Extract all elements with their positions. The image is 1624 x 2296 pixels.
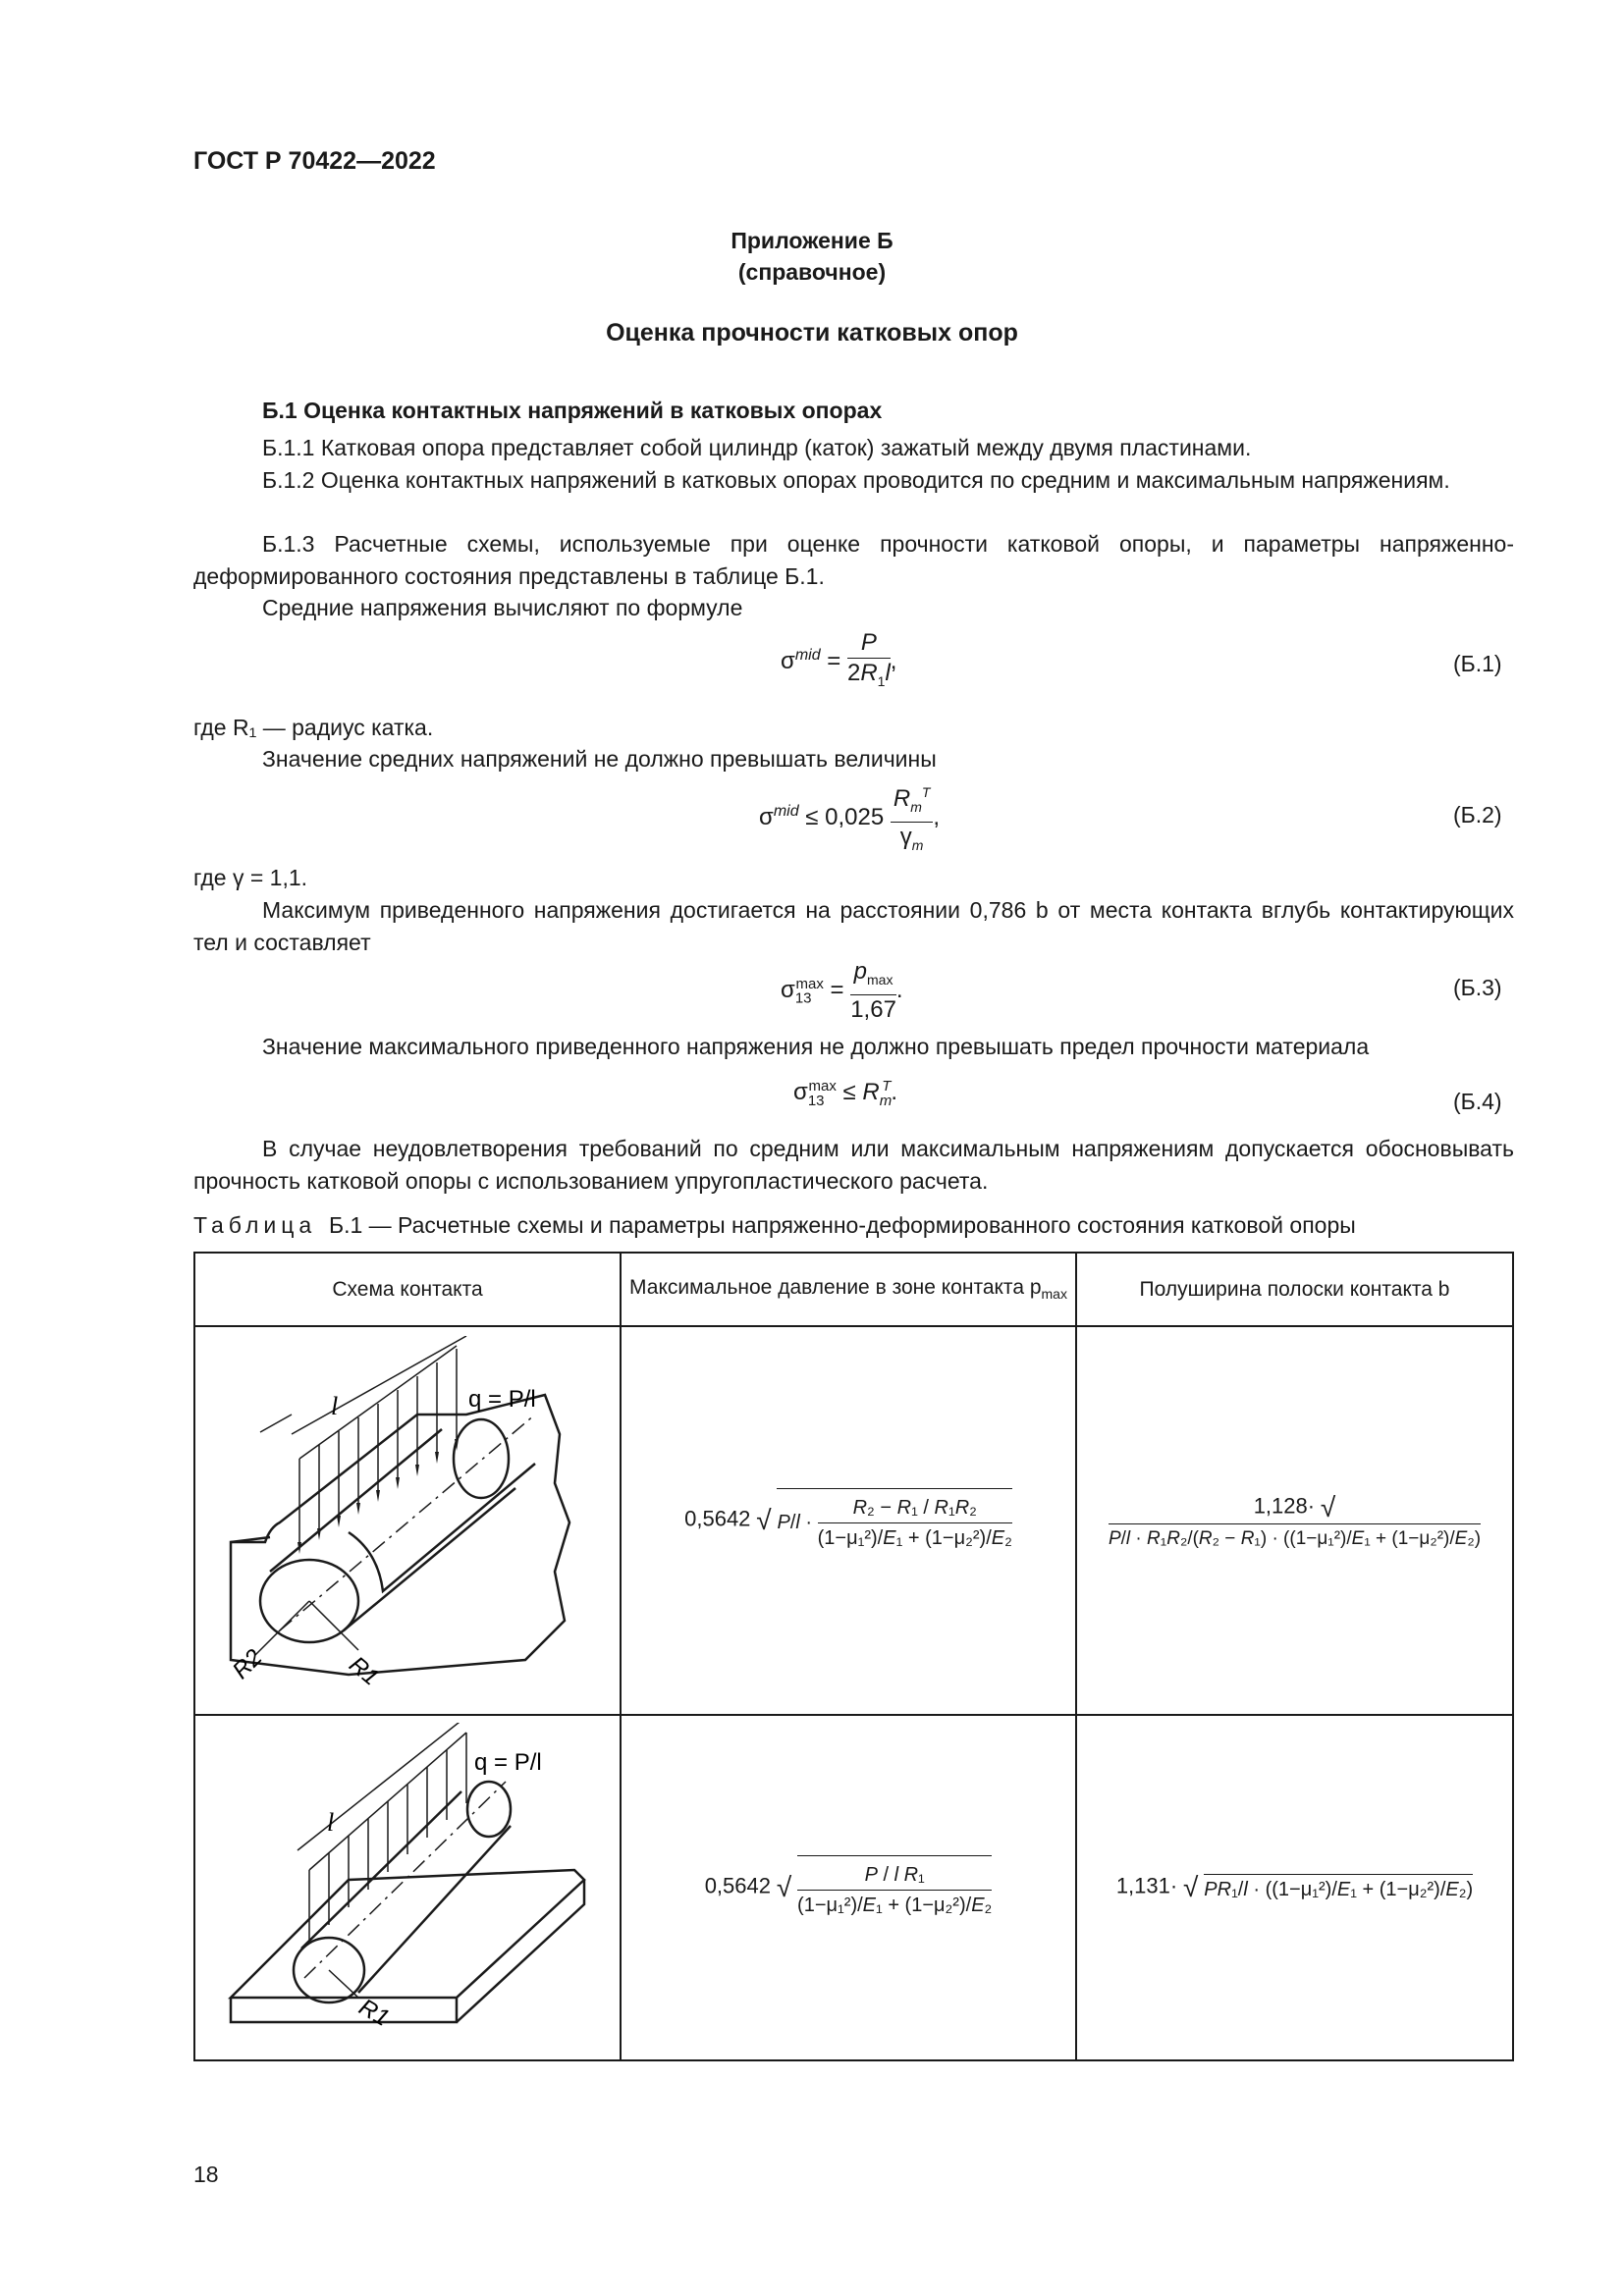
halfwidth-formula-plate: 1,131· √ PR₁/l · ((1−μ₁²)/E₁ + (1−μ₂²)/E₂)	[1076, 1715, 1513, 2060]
label-q-2: q = P/l	[474, 1749, 542, 1776]
label-l: l	[331, 1392, 339, 1420]
scheme-cylinder-on-plate	[194, 1715, 621, 2060]
section-title: Б.1 Оценка контактных напряжений в катковых опорах	[262, 398, 883, 423]
table-caption-word: Таблица	[193, 1212, 317, 1238]
paragraph-b11: Б.1.1 Катковая опора представляет собой цилиндр (каток) зажатый между двумя пластинами.	[262, 435, 1252, 460]
paragraph-plastic: В случае неудовлетворения требований по средним или максимальным напряжениям допускается обосновывать прочность катковой опоры с использованием упругопластического расчета.	[193, 1136, 1514, 1194]
table-header-pressure: Максимальное давление в зоне контакта $p_{max}$	[621, 1253, 1076, 1326]
table-caption-text: Б.1 — Расчетные схемы и параметры напряженно-деформированного состояния катковой опоры	[328, 1212, 1356, 1238]
paragraph-strength-limit: Значение максимального приведенного напряжения не должно превышать предел прочности материала	[262, 1034, 1370, 1059]
appendix-heading: Оценка прочности катковых опор	[606, 319, 1018, 347]
pressure-formula-groove: 0,5642 √ P/l · $\frac{\text{R₂ − R₁ / R₁R₂}}{\text{(1−μ₁²)/E₁ + (1−μ₂²)/E₂}}$	[621, 1326, 1076, 1715]
label-q: q = P/l	[468, 1386, 536, 1413]
paragraph-max-stress: Максимум приведенного напряжения достигается на расстоянии 0,786 b от места контакта вглубь контактирующих тел и составляет	[193, 897, 1514, 955]
coefficient-05642-a: 0,5642	[684, 1506, 751, 1531]
equation-number-b3: (Б.3)	[1453, 975, 1502, 1000]
equation-number-b4: (Б.4)	[1453, 1089, 1502, 1114]
appendix-title: Приложение Б	[731, 228, 893, 253]
cylinder-plate-drawing	[211, 1723, 604, 2047]
formula-b3: $\sigma_{13}^{max}$ = $\frac{p_{max}}{1,67}$ .	[781, 958, 903, 1023]
table-header-scheme: Схема контакта	[194, 1253, 621, 1326]
label-r1-2: R1	[353, 1994, 394, 2032]
formula-b1: $\sigma^{mid}$ = $\frac{P}{2R_1l}$ ,	[781, 629, 897, 689]
pressure-formula-plate: 0,5642 √ $\frac{\text{P / l R₁}}{\text{(1−μ₁²)/E₁ + (1−μ₂²)/E₂}}$	[621, 1715, 1076, 2060]
label-r2: R2	[227, 1644, 268, 1684]
appendix-subtitle: (справочное)	[737, 259, 887, 285]
cylinder-groove-drawing	[211, 1336, 604, 1699]
coefficient-0025: ≤ 0,025	[805, 804, 885, 831]
paragraph-formula-intro: Средние напряжения вычисляют по формуле	[262, 595, 743, 620]
table-header-halfwidth: Полуширина полоски контакта b	[1076, 1253, 1513, 1326]
label-r1: R1	[344, 1651, 385, 1691]
coefficient-167: 1,67	[850, 995, 896, 1023]
contact-schemes-table	[193, 1252, 1514, 2061]
formula-b2: $\sigma^{mid} \le 0,025$ $\frac{R_m^T}{\gamma_m}$ ,	[759, 777, 940, 860]
formula-b4: $\sigma_{13}^{max} \le R_m^T$.	[793, 1078, 898, 1109]
coefficient-05642-b: 0,5642	[704, 1873, 771, 1898]
coefficient-1131: 1,131·	[1115, 1873, 1178, 1898]
paragraph-gamma: где γ = 1,1.	[193, 865, 308, 890]
label-l-2: l	[327, 1808, 335, 1837]
document-id: ГОСТ Р 70422—2022	[193, 147, 436, 175]
paragraph-mean-limit: Значение средних напряжений не должно превышать величины	[262, 746, 937, 772]
scheme-cylinder-in-groove	[194, 1326, 621, 1715]
coefficient-1128: 1,128·	[1253, 1493, 1316, 1519]
equation-number-b2: (Б.2)	[1453, 802, 1502, 828]
halfwidth-formula-groove: 1,128· √ P/l · R₁R₂/(R₂ − R₁) · ((1−μ₁²)/E₁ + (1−μ₂²)/E₂)	[1076, 1326, 1513, 1715]
equation-number-b1: (Б.1)	[1453, 651, 1502, 676]
table-caption	[193, 1212, 1356, 1239]
paragraph-b12: Б.1.2 Оценка контактных напряжений в катковых опорах проводится по средним и максимальным напряжениям.	[262, 467, 1450, 493]
page-number: 18	[193, 2162, 219, 2187]
paragraph-radius: где R₁ — радиус катка.	[193, 715, 434, 740]
paragraph-b13: Б.1.3 Расчетные схемы, используемые при оценке прочности катковой опоры, и параметры напряженно-деформированного состояния представлены в таблице Б.1.	[193, 531, 1514, 589]
